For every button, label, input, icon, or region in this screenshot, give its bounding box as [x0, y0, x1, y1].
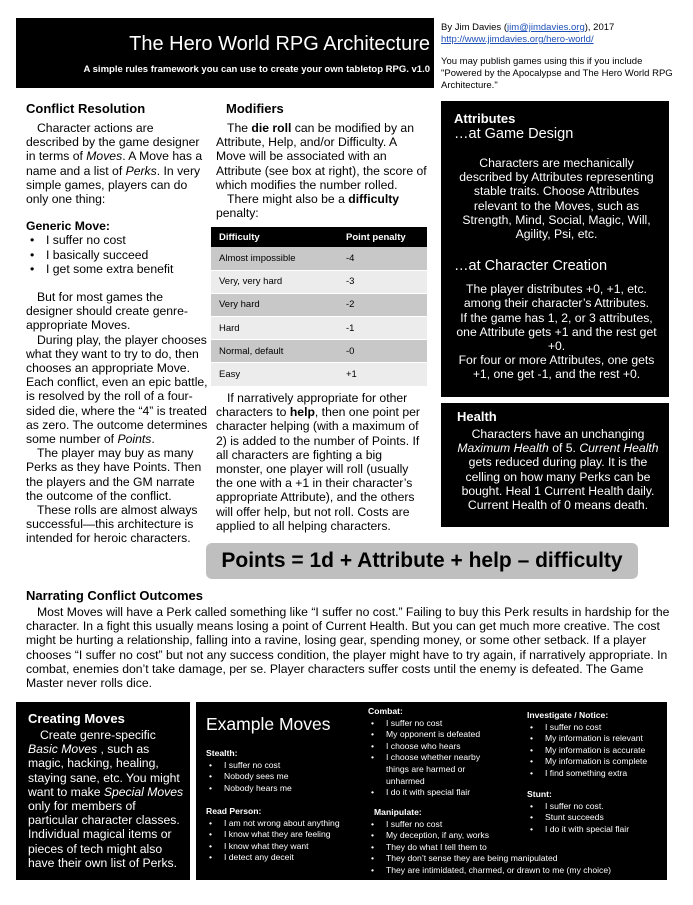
license-text: You may publish games using this if you include "Powered by the Apocalypse and The Hero World RPG Architecture."	[441, 56, 673, 91]
conflict-paragraph-4: The player may buy as many Perks as they have Points. Then the players and the GM narrate the outcome of the conflict.	[26, 446, 202, 503]
penalty-cell: -4	[338, 247, 427, 270]
difficulty-column-header: Difficulty	[211, 227, 338, 247]
penalty-cell: -1	[338, 317, 427, 340]
penalty-cell: -0	[338, 340, 427, 363]
conflict-paragraph-2: But for most games the designer should create genre-appropriate Moves.	[26, 290, 188, 333]
list-item: • Stunt succeeds	[527, 812, 665, 824]
author-line: By Jim Davies (jim@jimdavies.org), 2017	[441, 22, 615, 33]
attributes-paragraph-4: For four or more Attributes, one gets +1, one get -1, and the rest +0.	[458, 353, 655, 382]
credit-block	[441, 22, 681, 92]
list-item: • I am not wrong about anything	[206, 818, 371, 830]
modifiers-paragraph-2: There might also be a difficulty penalty:	[216, 192, 400, 221]
combat-label: Combat:	[368, 706, 403, 716]
investigate-move	[527, 710, 665, 780]
list-item: • My information is accurate	[527, 745, 665, 757]
health-paragraph: Characters have an unchanging Maximum Health of 5. Current Health gets reduced during play. It is the celling on how many Perks can be bought. Heal 1 Current Health daily. Current Health of 0 means death.	[457, 427, 659, 513]
attributes-box	[441, 101, 669, 397]
health-box	[441, 403, 669, 527]
attributes-heading: Attributes	[454, 111, 516, 126]
generic-move-list	[26, 233, 208, 276]
read-person-move	[206, 806, 371, 864]
difficulty-cell: Normal, default	[211, 340, 338, 363]
modifiers-heading: Modifiers	[226, 101, 284, 116]
list-item: • My information is complete	[527, 756, 665, 768]
points-formula: Points = 1d + Attribute + help – difficulty	[206, 543, 638, 579]
list-item: • I choose whether nearby	[368, 752, 528, 764]
example-moves-heading: Example Moves	[206, 714, 331, 734]
table-row	[211, 340, 427, 363]
difficulty-cell: Very, very hard	[211, 270, 338, 293]
list-item: • They do what I tell them to	[368, 842, 663, 854]
penalty-cell: -2	[338, 293, 427, 316]
list-item: • My information is relevant	[527, 733, 665, 745]
manipulate-label: Manipulate:	[374, 807, 422, 817]
modifiers-paragraph-3: If narratively appropriate for other characters to help, then one point per character helping (with a maximum of 2) is added to the number of Points. If all characters are fighting a big monster, one player will roll (usually the one with a +1 in their character’s appropriate Attribute), and the others will offer help, but not roll. Costs are applied to all helping characters.	[216, 391, 420, 533]
creating-moves-paragraph: Create genre-specific Basic Moves , such as magic, hacking, healing, staying sane, etc. You might want to make Special Moves only for members of particular character classes. Individual magical items or pieces of tech might also have their own list of Perks.	[28, 728, 184, 870]
email-link[interactable]: jim@jimdavies.org	[506, 22, 585, 33]
list-item: • I know what they are feeling	[206, 829, 371, 841]
list-item: • I suffer no cost	[206, 760, 371, 772]
list-item-continued: things are harmed or	[386, 763, 466, 774]
stealth-label: Stealth:	[206, 748, 238, 758]
list-item: • I choose who hears	[368, 741, 528, 753]
conflict-resolution-heading: Conflict Resolution	[26, 101, 146, 116]
list-item: • I get some extra benefit	[26, 262, 208, 276]
help-section	[216, 391, 428, 533]
narrating-heading: Narrating Conflict Outcomes	[26, 588, 203, 603]
difficulty-table	[211, 227, 427, 387]
list-item: • I suffer no cost	[527, 722, 665, 734]
list-item: • My opponent is defeated	[368, 729, 528, 741]
list-item: • They don’t sense they are being manipulated	[368, 853, 663, 865]
conflict-paragraph-1: Character actions are described by the game designer in terms of Moves. A Move has a name and a list of Perks. In very simple games, players can do only one thing:	[26, 121, 203, 207]
table-row	[211, 247, 427, 270]
difficulty-cell: Easy	[211, 363, 338, 386]
list-item: • I do it with special flair	[527, 824, 665, 836]
list-item: • I detect any deceit	[206, 852, 371, 864]
modifiers-paragraph-1: The die roll can be modified by an Attribute, Help, and/or Difficulty. A Move will be associated with an Attribute (see box at right), the score of which modifies the number rolled.	[216, 121, 427, 192]
table-row	[211, 363, 427, 386]
list-item: • I suffer no cost	[368, 819, 663, 831]
example-moves-box	[196, 702, 667, 880]
list-item: • My deception, if any, works	[368, 830, 663, 842]
read-person-label: Read Person:	[206, 806, 262, 816]
list-item: • I suffer no cost	[368, 718, 528, 730]
creating-moves-heading: Creating Moves	[28, 711, 125, 726]
header-bar	[16, 18, 434, 88]
list-item: • They are intimidated, charmed, or drawn to me (my choice)	[368, 865, 663, 877]
narrating-section	[26, 588, 670, 690]
investigate-label: Investigate / Notice:	[527, 710, 609, 720]
list-item: • I suffer no cost	[26, 233, 208, 247]
creating-moves-box	[16, 702, 190, 880]
stunt-label: Stunt:	[527, 789, 552, 799]
penalty-column-header: Point penalty	[338, 227, 427, 247]
game-design-subheading: …at Game Design	[454, 126, 574, 142]
stunt-move	[527, 789, 665, 835]
conflict-resolution-section	[26, 101, 208, 546]
list-item-continued: unharmed	[386, 775, 425, 786]
table-row	[211, 270, 427, 293]
list-item: • I suffer no cost.	[527, 801, 665, 813]
modifiers-section	[216, 101, 428, 220]
page-title: The Hero World RPG Architecture	[129, 33, 430, 55]
conflict-paragraph-3: During play, the player chooses what they want to try to do, then chooses an appropriate Move. Each conflict, even an epic battle, is resolved by the roll of a four-sided die, where the “4” is treated as zero. The outcome determines some number of Points.	[26, 332, 208, 447]
character-creation-subheading: …at Character Creation	[454, 258, 608, 275]
combat-move	[368, 706, 528, 799]
difficulty-cell: Almost impossible	[211, 247, 338, 270]
attributes-paragraph-2: The player distributes +0, +1, etc. among their character’s Attributes.	[463, 282, 650, 311]
generic-move-heading: Generic Move:	[26, 219, 110, 234]
list-item: • I basically succeed	[26, 248, 208, 262]
list-item: • I find something extra	[527, 768, 665, 780]
list-item: • Nobody sees me	[206, 771, 371, 783]
list-item: • Nobody hears me	[206, 783, 371, 795]
attributes-paragraph-1: Characters are mechanically described by Attributes representing stable traits. Choose Attributes relevant to the Moves, such as Strength, Mind, Social, Magic, Will, Agility, Psi, etc.	[459, 156, 654, 242]
list-item: • I know what they want	[206, 841, 371, 853]
health-heading: Health	[457, 409, 497, 424]
penalty-cell: -3	[338, 270, 427, 293]
table-header-row	[211, 227, 427, 247]
difficulty-cell: Hard	[211, 317, 338, 340]
stealth-move	[206, 748, 371, 794]
list-item: • I do it with special flair	[368, 787, 528, 799]
website-link[interactable]: http://www.jimdavies.org/hero-world/	[441, 34, 594, 45]
attributes-paragraph-3: If the game has 1, 2, or 3 attributes, one Attribute gets +1 and the rest get +0.	[456, 310, 657, 354]
page-subtitle: A simple rules framework you can use to create your own tabletop RPG. v1.0	[83, 64, 430, 75]
difficulty-cell: Very hard	[211, 293, 338, 316]
penalty-cell: +1	[338, 363, 427, 386]
narrating-paragraph: Most Moves will have a Perk called something like “I suffer no cost.” Failing to buy this Perk results in hardship for the character. In a fight this usually means losing a point of Current Health. But you can get much more creative. The cost might be hurting a relationship, falling into a ravine, losing gear, spending money, or some other setback. If a player chooses “I suffer no cost” but not any success condition, the player might have to try again, if narratively appropriate. In combat, enemies don’t take damage, per se. Player characters suffer costs until the enemy is defeated. The Game Master never rolls dice.	[26, 605, 670, 691]
table-row	[211, 293, 427, 316]
conflict-paragraph-5: These rolls are almost always successful—this architecture is intended for heroic characters.	[26, 503, 198, 546]
table-row	[211, 317, 427, 340]
